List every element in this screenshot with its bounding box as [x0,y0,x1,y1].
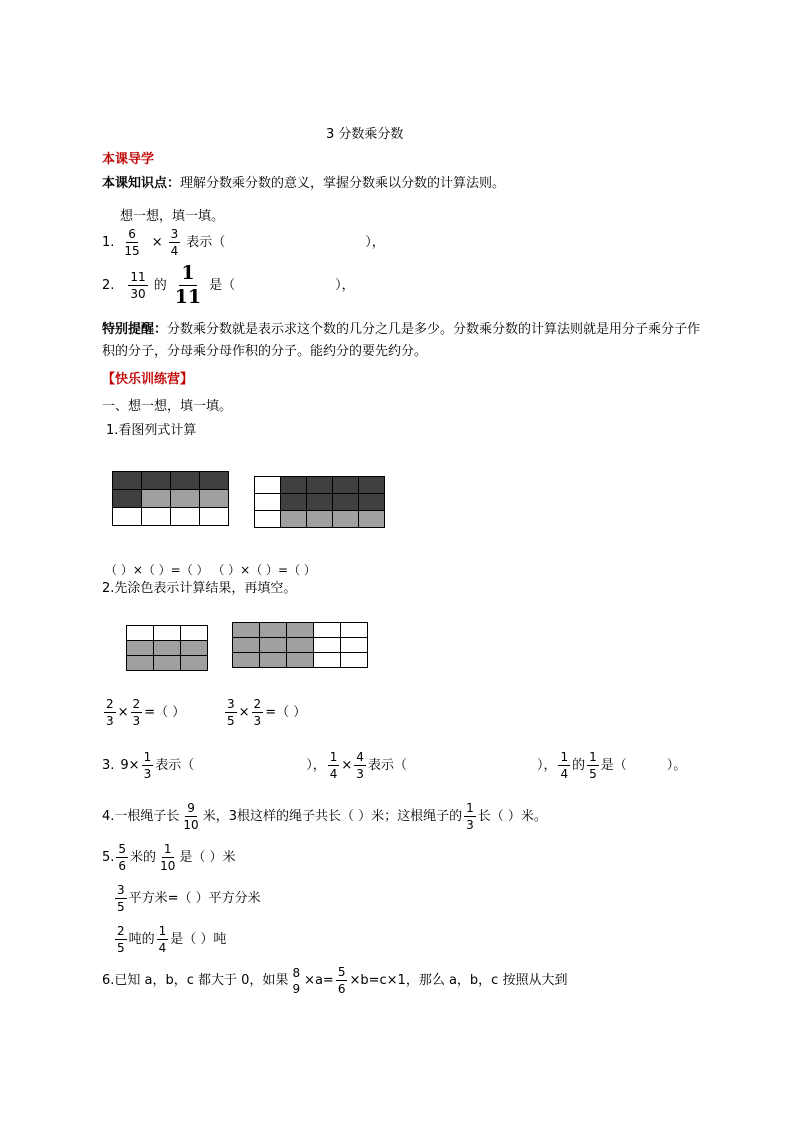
p3-number: 3. [102,758,115,773]
grid-cell [260,638,287,653]
grid-cell [341,623,368,638]
grid-cell [113,490,142,508]
grid-cell [287,623,314,638]
p4-mid: 米，3根这样的绳子共长（ ）米；这根绳子的 [202,809,463,824]
q2-number: 2. [102,278,115,293]
guide-heading: 本课导学 [102,152,155,167]
grid-cell [314,638,341,653]
p5-line-1 [102,843,235,872]
p3-a-tail: 表示（ [155,758,195,773]
grid-cell [333,494,359,511]
p2-e2-answer[interactable]: =（ ） [265,705,307,720]
p3-b-op: × [341,758,353,773]
grid-cell [359,494,385,511]
p5-l3-fraction-2: $\frac{1}{4}$ [158,924,167,955]
think-fill-intro: 想一想，填一填。 [120,209,225,224]
page-title: 3 分数乘分数 [326,127,404,142]
q2-tail: 是（ [209,278,236,293]
grid-cell [113,472,142,490]
intro-question-1 [102,228,385,257]
p4-line [102,802,547,831]
grid-cell [127,626,154,641]
q1-times: × [151,235,163,250]
p2-expression-1 [102,698,185,727]
p4-pre: 4.一根绳子长 [102,809,180,824]
grid-cell [307,511,333,528]
grid-cell [281,494,307,511]
p3-b-tail: 表示（ [367,758,407,773]
p2-e2-fraction-1: $\frac{3}{5}$ [227,697,235,728]
grid-cell [281,511,307,528]
grid-cell [359,511,385,528]
p3-c-mid: 的 [572,758,586,773]
p2-e2-op: × [238,705,250,720]
p2-grid-right[interactable] [232,622,368,668]
p3-c-tail: 是（ [600,758,627,773]
reminder-label: 特别提醒： [102,322,168,337]
grid-cell [154,656,181,671]
grid-cell [333,477,359,494]
p5-l2-fraction: $\frac{3}{5}$ [117,883,125,914]
section-1-heading: 一、想一想，填一填。 [102,399,233,414]
p3-line [102,751,686,780]
p6-fraction-2: $\frac{5}{6}$ [337,965,346,996]
p5-l1-mid: 米的 [130,850,157,865]
p4-fraction-2: $\frac{1}{3}$ [466,801,474,832]
p5-l2-tail[interactable]: 平方米=（ ）平方分米 [128,891,261,906]
p2-e1-op: × [117,705,129,720]
p2-e2-fraction-2: $\frac{2}{3}$ [253,697,262,728]
q1-fraction-1: $\frac{6}{15}$ [124,227,140,258]
grid-cell [341,653,368,668]
grid-cell [359,477,385,494]
grid-cell [314,653,341,668]
grid-cell [171,472,200,490]
p5-number: 5. [102,850,115,865]
grid-cell [127,641,154,656]
q1-close: ）， [365,235,385,250]
knowledge-text: 理解分数乘分数的意义，掌握分数乘以分数的计算法则。 [180,176,506,191]
p3-c-close: ）。 [666,758,687,773]
grid-cell [341,638,368,653]
p1-grid-right [254,476,385,528]
grid-cell [113,508,142,526]
grid-cell [171,490,200,508]
p2-e1-answer[interactable]: =（ ） [144,705,186,720]
p2-expression-2 [223,698,306,727]
p3-c-fraction-2: $\frac{1}{5}$ [589,750,597,781]
reminder-line-2: 积的分子，分母乘分母作积的分子。能约分的要先约分。 [102,344,428,359]
p2-label: 2.先涂色表示计算结果，再填空。 [102,581,297,596]
grid-cell [255,477,281,494]
grid-cell [314,623,341,638]
p3-b-fraction-1: $\frac{1}{4}$ [329,750,338,781]
p2-e1-fraction-1: $\frac{2}{3}$ [106,697,114,728]
p3-c-fraction-1: $\frac{1}{4}$ [560,750,569,781]
p4-fraction-1: $\frac{9}{10}$ [183,801,199,832]
grid-cell [200,472,229,490]
reminder-line-1 [102,323,700,336]
grid-cell [142,490,171,508]
grid-cell [307,477,333,494]
grid-cell [260,623,287,638]
p3-a-fraction: $\frac{1}{3}$ [143,750,152,781]
q2-mid: 的 [153,278,167,293]
grid-cell [255,494,281,511]
p3-b-fraction-2: $\frac{4}{3}$ [356,750,364,781]
grid-cell [333,511,359,528]
grid-cell [287,638,314,653]
p1-grid-left [112,471,229,526]
camp-heading: 【快乐训练营】 [102,372,194,387]
p3-a-pre: 9× [120,758,140,773]
grid-cell [233,653,260,668]
p6-line [102,966,567,995]
p4-tail: 长（ ）米。 [477,809,547,824]
knowledge-line [102,177,505,190]
p1-label: 1.看图列式计算 [106,423,197,438]
grid-cell [154,626,181,641]
p5-l1-fraction-1: $\frac{5}{6}$ [118,842,127,873]
grid-cell [171,508,200,526]
p5-l1-fraction-2: $\frac{1}{10}$ [160,842,176,873]
grid-cell [142,508,171,526]
q1-number: 1. [102,235,115,250]
reminder-text-1: 分数乘分数就是表示求这个数的几分之几是多少。分数乘分数的计算法则就是用分子乘分子作 [167,322,701,337]
p5-line-2 [113,884,261,913]
q1-fraction-2: $\frac{3}{4}$ [170,227,179,258]
grid-cell [127,656,154,671]
p5-l1-tail[interactable]: 是（ ）米 [179,850,236,865]
p2-e1-fraction-2: $\frac{2}{3}$ [132,697,141,728]
p6-pre: 6.已知 a，b，c 都大于 0，如果 [102,973,289,988]
grid-cell [142,472,171,490]
knowledge-label: 本课知识点： [102,176,181,191]
q2-fraction-2: $\frac{1}{11}$ [174,262,202,308]
grid-cell [281,477,307,494]
p6-fraction-1: 8 9 [292,965,301,996]
grid-cell [181,656,208,671]
grid-cell [181,641,208,656]
p2-grid-left[interactable] [126,625,208,671]
grid-cell [233,638,260,653]
p1-formula: （ ）×（ ）=（ ） （ ）×（ ）=（ ） [105,563,316,577]
intro-question-2 [102,264,355,307]
p6-tail: ×b=c×1，那么 a，b，c 按照从大到 [349,973,568,988]
grid-cell [200,508,229,526]
p3-b-close: ）， [536,758,557,773]
grid-cell [154,641,181,656]
grid-cell [255,511,281,528]
grid-cell [181,626,208,641]
q1-tail: 表示（ [186,235,226,250]
q2-close: ）， [335,278,355,293]
p5-l3-fraction-1: $\frac{2}{5}$ [117,924,125,955]
grid-cell [287,653,314,668]
grid-cell [200,490,229,508]
grid-cell [307,494,333,511]
p3-a-close: ）， [306,758,326,773]
q2-fraction-1: $\frac{11}{30}$ [130,270,146,301]
p5-line-3 [113,925,226,954]
grid-cell [260,653,287,668]
p5-l3-tail[interactable]: 是（ ）吨 [170,932,227,947]
p5-l3-mid: 吨的 [128,932,155,947]
grid-cell [233,623,260,638]
p6-mid: ×a= [304,973,334,988]
